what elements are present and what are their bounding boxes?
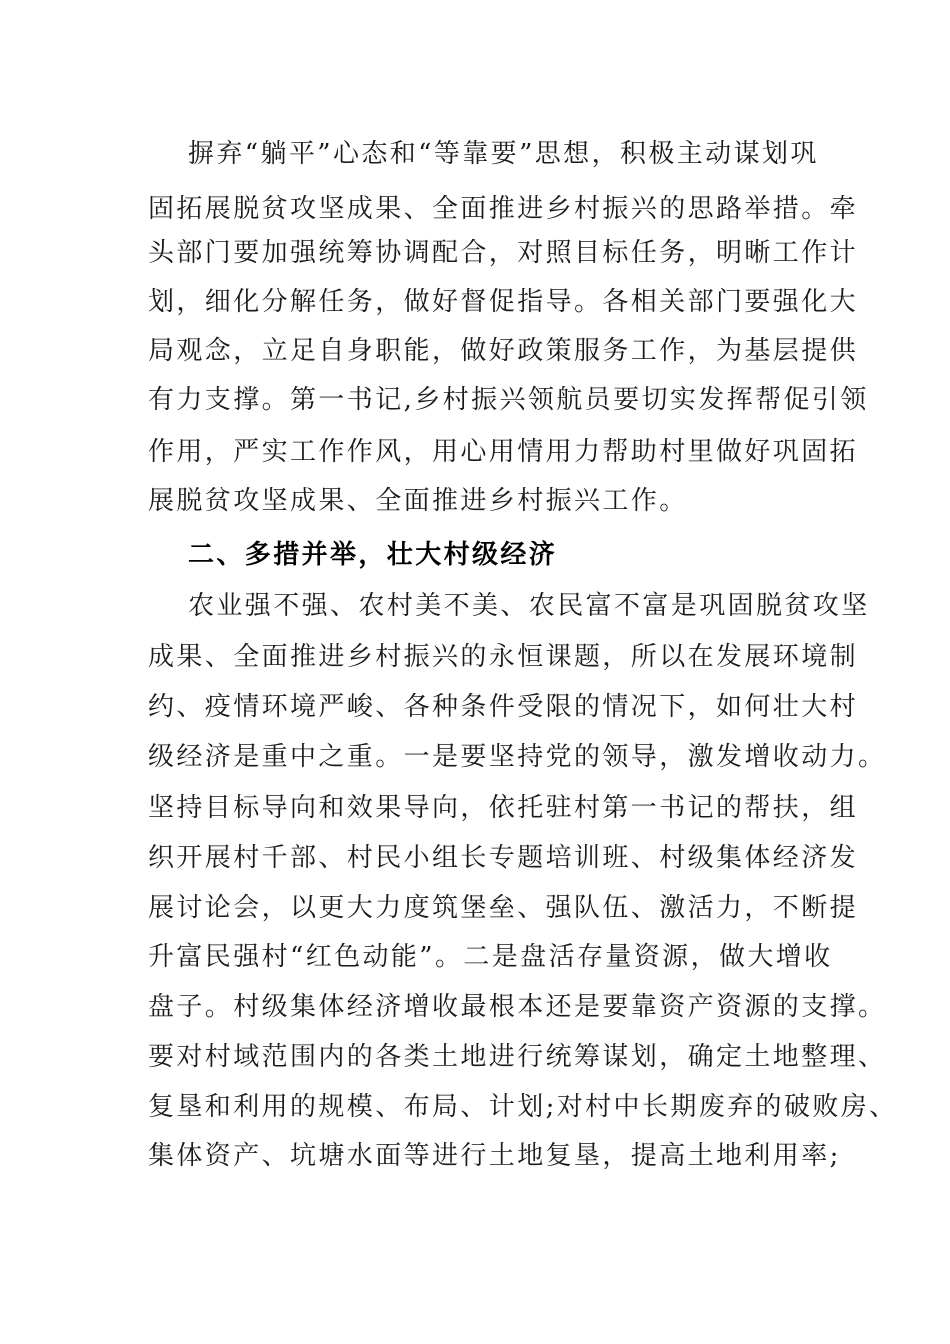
paragraph-line: 固拓展脱贫攻坚成果、全面推进乡村振兴的思路举措。牵 <box>148 194 859 224</box>
paragraph-line: 头部门要加强统筹协调配合，对照目标任务，明晰工作计 <box>148 238 859 268</box>
paragraph-line: 作用，严实工作作风，用心用情用力帮助村里做好巩固拓 <box>148 437 859 467</box>
paragraph-line: 局观念，立足自身职能，做好政策服务工作，为基层提供 <box>148 336 859 366</box>
paragraph-line: 复垦和利用的规模、布局、计划;对村中长期废弃的破败房、 <box>148 1092 898 1122</box>
paragraph-line: 展讨论会，以更大力度筑堡垒、强队伍、激活力，不断提 <box>148 893 859 923</box>
paragraph-line: 盘子。村级集体经济增收最根本还是要靠资产资源的支撑。 <box>148 992 887 1022</box>
paragraph-line: 织开展村千部、村民小组长专题培训班、村级集体经济发 <box>148 843 859 873</box>
paragraph-line: 集体资产、坑塘水面等进行土地复垦，提高土地利用率; <box>148 1141 841 1171</box>
paragraph-line: 划，细化分解任务，做好督促指导。各相关部门要强化大 <box>148 287 859 317</box>
paragraph-line: 有力支撑。第一书记,乡村振兴领航员要切实发挥帮促引领 <box>148 385 869 415</box>
paragraph-line: 农业强不强、农村美不美、农民富不富是巩固脱贫攻坚 <box>188 591 870 621</box>
paragraph-line: 摒弃“躺平”心态和“等靠要”思想，积极主动谋划巩 <box>188 139 819 169</box>
paragraph-line: 约、疫情环境严峻、各种条件受限的情况下，如何壮大村 <box>148 692 859 722</box>
section-heading: 二、多措并举，壮大村级经济 <box>188 540 558 570</box>
paragraph-line: 展脱贫攻坚成果、全面推进乡村振兴工作。 <box>148 486 688 516</box>
paragraph-line: 升富民强村“红色动能”。二是盘活存量资源，做大增收 <box>148 942 833 972</box>
paragraph-line: 成果、全面推进乡村振兴的永恒课题，所以在发展环境制 <box>148 642 859 672</box>
paragraph-line: 坚持目标导向和效果导向，依托驻村第一书记的帮扶，组 <box>148 793 859 823</box>
paragraph-line: 要对村域范围内的各类土地进行统筹谋划，确定土地整理、 <box>148 1042 887 1072</box>
paragraph-line: 级经济是重中之重。一是要坚持党的领导，激发增收动力。 <box>148 742 887 772</box>
